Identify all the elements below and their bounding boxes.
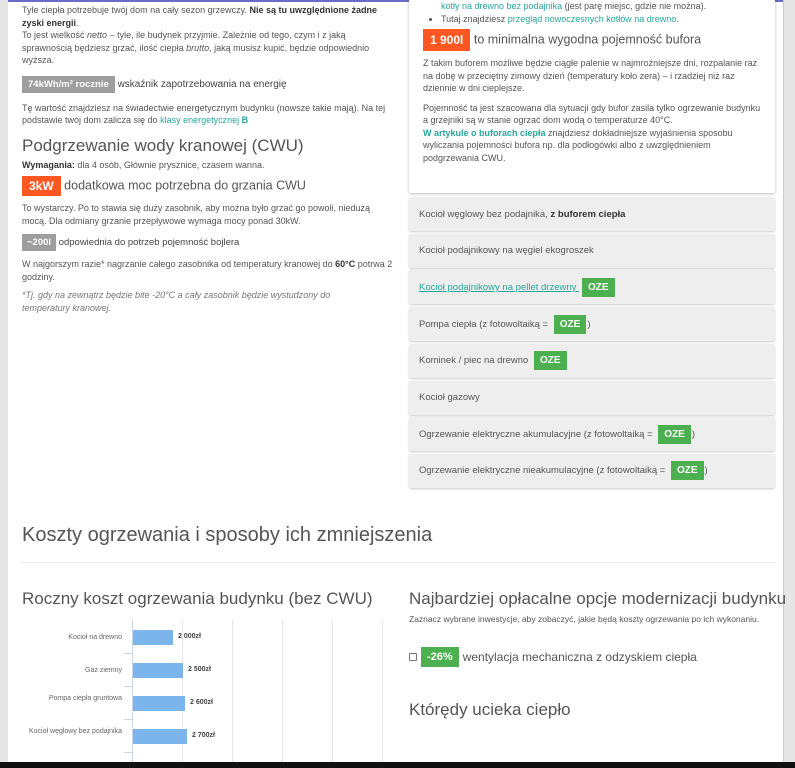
buffer-text: Z takim buforem możliwe będzie ciągłe palenie w najmroźniejsze dni, rozpalanie raz na dobę w przeciętny zimowy dzień (temperatury koło zera) – i rzadziej niż raz dziennie w dni cieplejsze.	[423, 58, 758, 93]
option-text: Ogrzewanie elektryczne nieakumulacyjne (z fotowoltaiką =	[419, 465, 668, 477]
oze-badge: OZE	[658, 425, 691, 444]
wood-boiler-link[interactable]: kotły na drewno bez podajnika	[441, 1, 563, 11]
buffer-badge: 1 900l	[423, 29, 470, 51]
category-label: Kocioł węglowy bez podajnika	[29, 728, 122, 735]
axis-tick	[124, 686, 132, 687]
oze-badge: OZE	[671, 461, 704, 480]
cwu-heading: Podgrzewanie wody kranowej (CWU)	[22, 135, 304, 155]
energy-index-row	[22, 76, 394, 93]
left-gutter	[0, 0, 8, 768]
data-label: 2 700zł	[192, 731, 215, 739]
heating-option[interactable]	[409, 307, 775, 341]
heating-option[interactable]	[409, 381, 775, 415]
energy-index-badge: 74kWh/m² rocznie	[22, 76, 115, 93]
bar[interactable]	[133, 630, 173, 645]
power-label: dodatkowa moc potrzebna do grzania CWU	[64, 178, 306, 193]
heating-option[interactable]	[409, 344, 775, 378]
axis-tick	[124, 719, 132, 720]
option-label: wentylacja mechaniczna z odzyskiem ciepła	[462, 650, 697, 664]
gridline	[282, 620, 283, 762]
requirements-text: Wymagania: dla 4 osób, Głównie prysznice, czasem wanna.	[22, 159, 265, 170]
heating-option[interactable]	[409, 417, 775, 451]
power-text: To wystarczy. Po to stawia się duży zasobnik, aby można było grzać go powoli, niedużą mocą. Dla odmiany grzanie przepływowe wymaga mocy ponad 30kW.	[22, 203, 371, 226]
bar[interactable]	[133, 696, 185, 711]
modernization-hint: Zaznacz wybrane inwestycje, aby zobaczyć, jakie będą koszty ogrzewania po ich wykonaniu.	[409, 614, 760, 624]
data-label: 2 600zł	[190, 698, 213, 706]
option-close: )	[691, 428, 696, 440]
heat-loss-title: Którędy ucieka ciepło	[409, 700, 571, 719]
boiler-badge: ~200l	[22, 234, 56, 251]
bar[interactable]	[133, 663, 183, 678]
category-label: Kocioł na drewno	[68, 633, 122, 641]
option-close: )	[587, 318, 591, 330]
power-row	[22, 176, 394, 196]
heating-option[interactable]	[409, 454, 775, 488]
option-checkbox[interactable]	[409, 653, 417, 661]
heating-option[interactable]	[409, 197, 775, 231]
bullet-item: kotły na drewno bez podajnika (jest parę miejsc, gdzie nie można).	[441, 1, 707, 11]
category-label: Pompa ciepła gruntowa	[48, 695, 122, 702]
section-title: Koszty ogrzewania i sposoby ich zmniejszenia	[22, 524, 433, 546]
gridline	[232, 620, 233, 762]
option-text: Kocioł węglowy bez podajnika,	[419, 208, 551, 220]
boiler-row	[22, 234, 394, 251]
option-bold: z buforem ciepła	[550, 208, 626, 220]
boiler-label: odpowiednia do potrzeb pojemność bojlera	[58, 237, 240, 249]
option-close: )	[704, 465, 708, 477]
oze-badge: OZE	[582, 278, 615, 297]
worst-case-text: W najgorszym razie* nagrzanie całego zasobnika od temperatury kranowej do 60°C potrwa 2 godziny.	[22, 259, 393, 282]
buffer-row	[423, 29, 761, 51]
heating-option[interactable]	[409, 270, 775, 304]
bottom-bar	[0, 762, 795, 768]
option-text: Pompa ciepła (z fotowoltaiką =	[419, 318, 551, 330]
heat-demand-section	[22, 4, 394, 314]
gridline	[382, 620, 383, 762]
heating-option[interactable]	[409, 234, 775, 268]
divider	[20, 562, 775, 563]
gridline	[332, 620, 333, 762]
category-label: Gaz ziemny	[85, 666, 122, 674]
bullet-list	[423, 0, 761, 25]
buffer-card	[409, 0, 775, 193]
data-label: 2 000zł	[178, 632, 201, 640]
option-text: Ogrzewanie elektryczne akumulacyjne (z fotowoltaiką =	[419, 428, 656, 440]
option-text: Kominek / piec na drewno	[419, 355, 531, 367]
option-text: Kocioł podajnikowy na pellet drzewny	[419, 281, 580, 293]
oze-badge: OZE	[534, 351, 567, 370]
option-text: Kocioł podajnikowy na węgiel ekogroszek	[419, 245, 594, 257]
scrollbar[interactable]	[783, 0, 795, 768]
certificate-text: Tę wartość znajdziesz na świadectwie energetycznym budynku (nowsze takie mają). Na tej podstawie twój dom zalicza się do klasy energetycznej B	[22, 102, 386, 125]
axis-tick	[124, 653, 132, 654]
modernization-title: Najbardziej opłacalne opcje modernizacji budynku	[409, 589, 787, 608]
savings-badge: -26%	[421, 647, 459, 667]
modernization-option[interactable]	[409, 647, 697, 667]
axis-tick	[124, 752, 132, 753]
intro-text: Tyle ciepła potrzebuje twój dom na cały sezon grzewczy. Nie są tu uwzględnione żadne zyski energii. To jest wielkość netto – tyle, ile budynek przyjmie. Zależnie od tego, czym i z jaką sprawnością będziesz grzać, ilość ciepła brutto, jaką musisz kupić, będzie odpowiednio wyższa.	[22, 5, 377, 65]
buffer-article-link[interactable]: W artykule o buforach ciepła	[423, 127, 546, 138]
estimate-text: Pojemność ta jest szacowana dla sytuacji gdy bufor zasila tylko ogrzewanie budynku a grzejniki są w stanie ogrzać dom wodą o temperaturze 40°C. W artykule o buforach ciepła znajdziesz dokładniejsze wyjaśnienia sposobu wyliczania pojemności bufora np. dla podłogówki albo z uwzględnieniem podgrzewania CWU.	[423, 102, 761, 163]
data-label: 2 500zł	[188, 665, 211, 673]
power-badge: 3kW	[22, 176, 61, 196]
boiler-review-link[interactable]: przegląd nowoczesnych kotłów na drewno	[507, 13, 677, 24]
footnote: *Tj. gdy na zewnątrz będzie bite -20°C a cały zasobnik będzie wystudzony do temperatury kranowej.	[22, 290, 331, 313]
chart-title: Roczny koszt ogrzewania budynku (bez CWU)	[22, 589, 373, 608]
bullet-item: • Tutaj znajdziesz przegląd nowoczesnych kotłów na drewno.	[441, 13, 761, 26]
bar[interactable]	[133, 729, 187, 744]
option-text: Kocioł gazowy	[419, 392, 480, 403]
energy-class-link[interactable]: klasy energetycznej	[160, 115, 240, 125]
buffer-label: to minimalna wygodna pojemność bufora	[473, 32, 702, 47]
oze-badge: OZE	[554, 315, 587, 334]
energy-index-label: wskaźnik zapotrzebowania na energię	[117, 78, 287, 90]
